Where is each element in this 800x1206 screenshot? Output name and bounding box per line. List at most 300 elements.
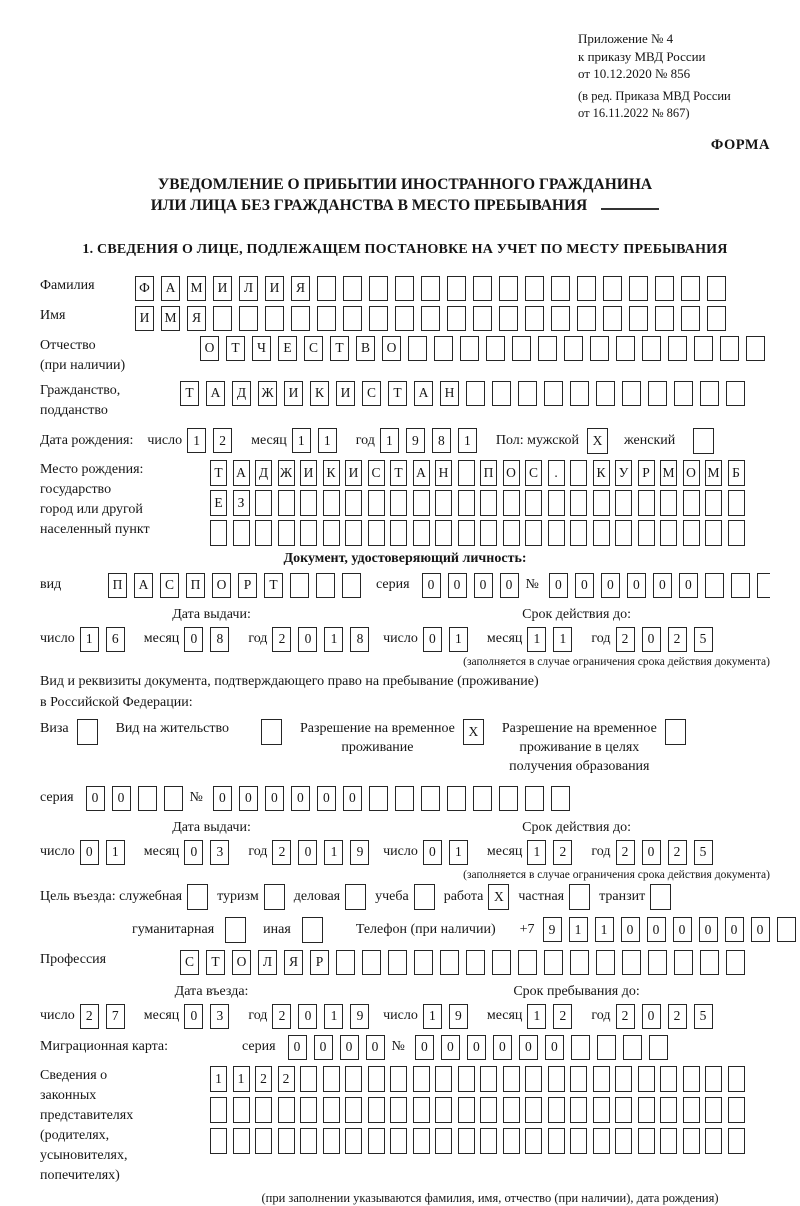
form-cell[interactable]: П: [108, 573, 127, 598]
form-cell[interactable]: [503, 520, 520, 546]
form-cell[interactable]: Р: [310, 950, 329, 975]
form-cell[interactable]: X: [463, 719, 484, 745]
form-cell[interactable]: 0: [642, 840, 661, 865]
form-cell[interactable]: 1: [449, 627, 468, 652]
form-cell[interactable]: Т: [390, 460, 407, 486]
form-cell[interactable]: Т: [264, 573, 283, 598]
form-cell[interactable]: И: [345, 460, 362, 486]
form-cell[interactable]: [615, 1128, 632, 1154]
form-cell[interactable]: [548, 1066, 565, 1092]
form-cell[interactable]: [642, 336, 661, 361]
form-cell[interactable]: [503, 1097, 520, 1123]
form-cell[interactable]: [525, 520, 542, 546]
form-cell[interactable]: [480, 1128, 497, 1154]
form-cell[interactable]: [345, 1066, 362, 1092]
form-cell[interactable]: .: [548, 460, 565, 486]
form-cell[interactable]: [317, 306, 336, 331]
form-cell[interactable]: [525, 276, 544, 301]
form-cell[interactable]: 0: [575, 573, 594, 598]
form-cell[interactable]: [345, 490, 362, 516]
form-cell[interactable]: [395, 306, 414, 331]
form-cell[interactable]: М: [705, 460, 722, 486]
form-cell[interactable]: [570, 381, 589, 406]
form-cell[interactable]: [622, 950, 641, 975]
form-cell[interactable]: [638, 490, 655, 516]
form-cell[interactable]: [458, 460, 475, 486]
form-cell[interactable]: [368, 1097, 385, 1123]
form-cell[interactable]: 1: [458, 428, 477, 453]
form-cell[interactable]: 2: [616, 1004, 635, 1029]
form-cell[interactable]: [596, 381, 615, 406]
form-cell[interactable]: 0: [80, 840, 99, 865]
form-cell[interactable]: 0: [474, 573, 493, 598]
form-cell[interactable]: [300, 490, 317, 516]
form-cell[interactable]: [683, 490, 700, 516]
form-cell[interactable]: 0: [340, 1035, 359, 1060]
form-cell[interactable]: 5: [694, 627, 713, 652]
form-cell[interactable]: Т: [226, 336, 245, 361]
form-cell[interactable]: 0: [184, 627, 203, 652]
form-cell[interactable]: К: [310, 381, 329, 406]
form-cell[interactable]: [570, 950, 589, 975]
form-cell[interactable]: [570, 1128, 587, 1154]
form-cell[interactable]: 0: [642, 1004, 661, 1029]
form-cell[interactable]: [473, 276, 492, 301]
form-cell[interactable]: [746, 336, 765, 361]
form-cell[interactable]: К: [593, 460, 610, 486]
form-cell[interactable]: [525, 786, 544, 811]
form-cell[interactable]: 1: [527, 1004, 546, 1029]
form-cell[interactable]: [707, 276, 726, 301]
form-cell[interactable]: [564, 336, 583, 361]
form-cell[interactable]: [368, 490, 385, 516]
form-cell[interactable]: М: [161, 306, 180, 331]
form-cell[interactable]: Д: [232, 381, 251, 406]
form-cell[interactable]: Т: [180, 381, 199, 406]
form-cell[interactable]: [435, 1128, 452, 1154]
form-cell[interactable]: [492, 381, 511, 406]
form-cell[interactable]: Ч: [252, 336, 271, 361]
form-cell[interactable]: [210, 1097, 227, 1123]
form-cell[interactable]: [264, 884, 285, 910]
form-cell[interactable]: 0: [265, 786, 284, 811]
form-cell[interactable]: [665, 719, 686, 745]
form-cell[interactable]: [466, 950, 485, 975]
form-cell[interactable]: [233, 520, 250, 546]
form-cell[interactable]: [638, 1097, 655, 1123]
form-cell[interactable]: [674, 950, 693, 975]
form-cell[interactable]: А: [134, 573, 153, 598]
form-cell[interactable]: [660, 1128, 677, 1154]
form-cell[interactable]: 8: [350, 627, 369, 652]
form-cell[interactable]: [265, 306, 284, 331]
form-cell[interactable]: 9: [406, 428, 425, 453]
form-cell[interactable]: [499, 276, 518, 301]
form-cell[interactable]: [570, 490, 587, 516]
form-cell[interactable]: [210, 1128, 227, 1154]
form-cell[interactable]: [473, 786, 492, 811]
form-cell[interactable]: 0: [699, 917, 718, 942]
form-cell[interactable]: [323, 1066, 340, 1092]
form-cell[interactable]: [597, 1035, 616, 1060]
form-cell[interactable]: [255, 1097, 272, 1123]
form-cell[interactable]: [345, 520, 362, 546]
form-cell[interactable]: А: [161, 276, 180, 301]
form-cell[interactable]: 0: [343, 786, 362, 811]
form-cell[interactable]: [447, 306, 466, 331]
form-cell[interactable]: 9: [350, 1004, 369, 1029]
form-cell[interactable]: [615, 1066, 632, 1092]
form-cell[interactable]: [503, 490, 520, 516]
form-cell[interactable]: [408, 336, 427, 361]
form-cell[interactable]: 0: [673, 917, 692, 942]
form-cell[interactable]: [480, 1066, 497, 1092]
form-cell[interactable]: [571, 1035, 590, 1060]
form-cell[interactable]: 1: [380, 428, 399, 453]
form-cell[interactable]: [705, 520, 722, 546]
form-cell[interactable]: [480, 1097, 497, 1123]
form-cell[interactable]: 0: [500, 573, 519, 598]
form-cell[interactable]: [390, 520, 407, 546]
form-cell[interactable]: [316, 573, 335, 598]
form-cell[interactable]: А: [233, 460, 250, 486]
form-cell[interactable]: [512, 336, 531, 361]
form-cell[interactable]: [362, 950, 381, 975]
form-cell[interactable]: [390, 1097, 407, 1123]
form-cell[interactable]: [503, 1066, 520, 1092]
form-cell[interactable]: [728, 1128, 745, 1154]
form-cell[interactable]: 2: [553, 1004, 572, 1029]
form-cell[interactable]: Я: [187, 306, 206, 331]
form-cell[interactable]: 5: [694, 1004, 713, 1029]
form-cell[interactable]: [413, 1128, 430, 1154]
form-cell[interactable]: Е: [210, 490, 227, 516]
form-cell[interactable]: [233, 1128, 250, 1154]
form-cell[interactable]: [728, 1097, 745, 1123]
form-cell[interactable]: 0: [415, 1035, 434, 1060]
form-cell[interactable]: И: [300, 460, 317, 486]
form-cell[interactable]: Т: [330, 336, 349, 361]
form-cell[interactable]: [570, 460, 587, 486]
form-cell[interactable]: 0: [298, 627, 317, 652]
form-cell[interactable]: [616, 336, 635, 361]
form-cell[interactable]: Е: [278, 336, 297, 361]
form-cell[interactable]: [233, 1097, 250, 1123]
form-cell[interactable]: [593, 1066, 610, 1092]
form-cell[interactable]: [164, 786, 183, 811]
form-cell[interactable]: [390, 490, 407, 516]
form-cell[interactable]: [413, 520, 430, 546]
form-cell[interactable]: [629, 306, 648, 331]
form-cell[interactable]: 1: [324, 840, 343, 865]
form-cell[interactable]: [593, 1097, 610, 1123]
form-cell[interactable]: 0: [366, 1035, 385, 1060]
form-cell[interactable]: [302, 917, 323, 943]
form-cell[interactable]: [395, 786, 414, 811]
form-cell[interactable]: [458, 1097, 475, 1123]
form-cell[interactable]: [596, 950, 615, 975]
form-cell[interactable]: 0: [291, 786, 310, 811]
form-cell[interactable]: [551, 306, 570, 331]
form-cell[interactable]: Н: [440, 381, 459, 406]
form-cell[interactable]: 0: [112, 786, 131, 811]
form-cell[interactable]: [681, 276, 700, 301]
form-cell[interactable]: [570, 520, 587, 546]
form-cell[interactable]: С: [362, 381, 381, 406]
form-cell[interactable]: [480, 520, 497, 546]
form-cell[interactable]: 0: [627, 573, 646, 598]
form-cell[interactable]: 1: [292, 428, 311, 453]
form-cell[interactable]: [421, 276, 440, 301]
form-cell[interactable]: [255, 1128, 272, 1154]
form-cell[interactable]: 0: [519, 1035, 538, 1060]
form-cell[interactable]: 0: [86, 786, 105, 811]
form-cell[interactable]: 1: [527, 627, 546, 652]
form-cell[interactable]: [525, 1097, 542, 1123]
form-cell[interactable]: 1: [449, 840, 468, 865]
form-cell[interactable]: [731, 573, 750, 598]
form-cell[interactable]: 0: [441, 1035, 460, 1060]
form-cell[interactable]: [345, 1128, 362, 1154]
form-cell[interactable]: [291, 306, 310, 331]
form-cell[interactable]: О: [200, 336, 219, 361]
form-cell[interactable]: [548, 520, 565, 546]
form-cell[interactable]: Т: [388, 381, 407, 406]
form-cell[interactable]: [681, 306, 700, 331]
form-cell[interactable]: [525, 490, 542, 516]
form-cell[interactable]: [278, 1128, 295, 1154]
form-cell[interactable]: [239, 306, 258, 331]
form-cell[interactable]: С: [525, 460, 542, 486]
form-cell[interactable]: 0: [298, 840, 317, 865]
form-cell[interactable]: [683, 1097, 700, 1123]
form-cell[interactable]: [757, 573, 770, 598]
form-cell[interactable]: X: [587, 428, 608, 454]
form-cell[interactable]: 1: [318, 428, 337, 453]
form-cell[interactable]: 1: [210, 1066, 227, 1092]
form-cell[interactable]: А: [414, 381, 433, 406]
form-cell[interactable]: 1: [569, 917, 588, 942]
form-cell[interactable]: [213, 306, 232, 331]
form-cell[interactable]: 0: [545, 1035, 564, 1060]
form-cell[interactable]: 8: [210, 627, 229, 652]
form-cell[interactable]: С: [304, 336, 323, 361]
form-cell[interactable]: 2: [553, 840, 572, 865]
form-cell[interactable]: [551, 276, 570, 301]
form-cell[interactable]: [413, 1066, 430, 1092]
form-cell[interactable]: [77, 719, 98, 745]
form-cell[interactable]: [649, 1035, 668, 1060]
form-cell[interactable]: [544, 950, 563, 975]
form-cell[interactable]: [638, 1066, 655, 1092]
form-cell[interactable]: [210, 520, 227, 546]
form-cell[interactable]: [492, 950, 511, 975]
form-cell[interactable]: 1: [187, 428, 206, 453]
form-cell[interactable]: [655, 276, 674, 301]
form-cell[interactable]: 2: [616, 840, 635, 865]
form-cell[interactable]: 0: [467, 1035, 486, 1060]
form-cell[interactable]: З: [233, 490, 250, 516]
form-cell[interactable]: 2: [668, 627, 687, 652]
form-cell[interactable]: [705, 1128, 722, 1154]
form-cell[interactable]: Н: [435, 460, 452, 486]
form-cell[interactable]: [615, 1097, 632, 1123]
form-cell[interactable]: [261, 719, 282, 745]
form-cell[interactable]: [421, 786, 440, 811]
form-cell[interactable]: [368, 1128, 385, 1154]
form-cell[interactable]: А: [206, 381, 225, 406]
form-cell[interactable]: [225, 917, 246, 943]
form-cell[interactable]: Ф: [135, 276, 154, 301]
form-cell[interactable]: [726, 950, 745, 975]
form-cell[interactable]: О: [683, 460, 700, 486]
form-cell[interactable]: [278, 490, 295, 516]
form-cell[interactable]: О: [382, 336, 401, 361]
form-cell[interactable]: 0: [679, 573, 698, 598]
form-cell[interactable]: [726, 381, 745, 406]
form-cell[interactable]: У: [615, 460, 632, 486]
form-cell[interactable]: 1: [553, 627, 572, 652]
form-cell[interactable]: [421, 306, 440, 331]
form-cell[interactable]: [323, 1128, 340, 1154]
form-cell[interactable]: [728, 520, 745, 546]
form-cell[interactable]: [593, 520, 610, 546]
form-cell[interactable]: 1: [80, 627, 99, 652]
form-cell[interactable]: П: [480, 460, 497, 486]
form-cell[interactable]: [593, 1128, 610, 1154]
form-cell[interactable]: Я: [284, 950, 303, 975]
form-cell[interactable]: [343, 306, 362, 331]
form-cell[interactable]: 0: [423, 840, 442, 865]
form-cell[interactable]: [705, 1066, 722, 1092]
form-cell[interactable]: 2: [255, 1066, 272, 1092]
form-cell[interactable]: [255, 490, 272, 516]
form-cell[interactable]: И: [135, 306, 154, 331]
form-cell[interactable]: 2: [278, 1066, 295, 1092]
form-cell[interactable]: 1: [527, 840, 546, 865]
form-cell[interactable]: [683, 1066, 700, 1092]
form-cell[interactable]: И: [336, 381, 355, 406]
form-cell[interactable]: [473, 306, 492, 331]
form-cell[interactable]: Ж: [258, 381, 277, 406]
form-cell[interactable]: [593, 490, 610, 516]
form-cell[interactable]: С: [368, 460, 385, 486]
form-cell[interactable]: [777, 917, 796, 942]
form-cell[interactable]: [629, 276, 648, 301]
form-cell[interactable]: В: [356, 336, 375, 361]
form-cell[interactable]: [447, 786, 466, 811]
form-cell[interactable]: [705, 490, 722, 516]
form-cell[interactable]: [290, 573, 309, 598]
form-cell[interactable]: [668, 336, 687, 361]
form-cell[interactable]: 0: [621, 917, 640, 942]
form-cell[interactable]: [390, 1128, 407, 1154]
form-cell[interactable]: [548, 490, 565, 516]
form-cell[interactable]: С: [180, 950, 199, 975]
form-cell[interactable]: [518, 381, 537, 406]
form-cell[interactable]: [648, 381, 667, 406]
form-cell[interactable]: [480, 490, 497, 516]
form-cell[interactable]: 2: [616, 627, 635, 652]
form-cell[interactable]: 1: [106, 840, 125, 865]
form-cell[interactable]: Т: [206, 950, 225, 975]
form-cell[interactable]: О: [232, 950, 251, 975]
form-cell[interactable]: [499, 786, 518, 811]
form-cell[interactable]: Л: [258, 950, 277, 975]
form-cell[interactable]: [720, 336, 739, 361]
form-cell[interactable]: 1: [595, 917, 614, 942]
form-cell[interactable]: [278, 1097, 295, 1123]
form-cell[interactable]: [694, 336, 713, 361]
form-cell[interactable]: 3: [210, 840, 229, 865]
form-cell[interactable]: [460, 336, 479, 361]
form-cell[interactable]: [345, 884, 366, 910]
form-cell[interactable]: [336, 950, 355, 975]
form-cell[interactable]: Я: [291, 276, 310, 301]
form-cell[interactable]: С: [160, 573, 179, 598]
form-cell[interactable]: [503, 1128, 520, 1154]
form-cell[interactable]: [705, 573, 724, 598]
form-cell[interactable]: [458, 1066, 475, 1092]
form-cell[interactable]: 1: [233, 1066, 250, 1092]
form-cell[interactable]: 2: [668, 840, 687, 865]
form-cell[interactable]: [548, 1097, 565, 1123]
form-cell[interactable]: [414, 950, 433, 975]
form-cell[interactable]: 0: [642, 627, 661, 652]
form-cell[interactable]: [435, 520, 452, 546]
form-cell[interactable]: [255, 520, 272, 546]
form-cell[interactable]: [683, 520, 700, 546]
form-cell[interactable]: [590, 336, 609, 361]
form-cell[interactable]: [440, 950, 459, 975]
form-cell[interactable]: [707, 306, 726, 331]
form-cell[interactable]: [486, 336, 505, 361]
form-cell[interactable]: [345, 1097, 362, 1123]
form-cell[interactable]: 2: [272, 1004, 291, 1029]
form-cell[interactable]: И: [213, 276, 232, 301]
form-cell[interactable]: [300, 520, 317, 546]
form-cell[interactable]: И: [284, 381, 303, 406]
form-cell[interactable]: [570, 1097, 587, 1123]
form-cell[interactable]: [435, 1097, 452, 1123]
form-cell[interactable]: [413, 1097, 430, 1123]
form-cell[interactable]: 2: [213, 428, 232, 453]
form-cell[interactable]: [138, 786, 157, 811]
form-cell[interactable]: [683, 1128, 700, 1154]
form-cell[interactable]: 3: [210, 1004, 229, 1029]
form-cell[interactable]: [615, 520, 632, 546]
form-cell[interactable]: 8: [432, 428, 451, 453]
form-cell[interactable]: Т: [210, 460, 227, 486]
form-cell[interactable]: О: [212, 573, 231, 598]
form-cell[interactable]: [660, 490, 677, 516]
form-cell[interactable]: [548, 1128, 565, 1154]
form-cell[interactable]: [544, 381, 563, 406]
form-cell[interactable]: 0: [314, 1035, 333, 1060]
form-cell[interactable]: 0: [317, 786, 336, 811]
form-cell[interactable]: Б: [728, 460, 745, 486]
form-cell[interactable]: 1: [324, 627, 343, 652]
form-cell[interactable]: [674, 381, 693, 406]
form-cell[interactable]: [447, 276, 466, 301]
form-cell[interactable]: [369, 276, 388, 301]
form-cell[interactable]: 0: [725, 917, 744, 942]
form-cell[interactable]: 2: [272, 627, 291, 652]
form-cell[interactable]: 0: [493, 1035, 512, 1060]
form-cell[interactable]: [525, 1128, 542, 1154]
form-cell[interactable]: [648, 950, 667, 975]
form-cell[interactable]: И: [265, 276, 284, 301]
